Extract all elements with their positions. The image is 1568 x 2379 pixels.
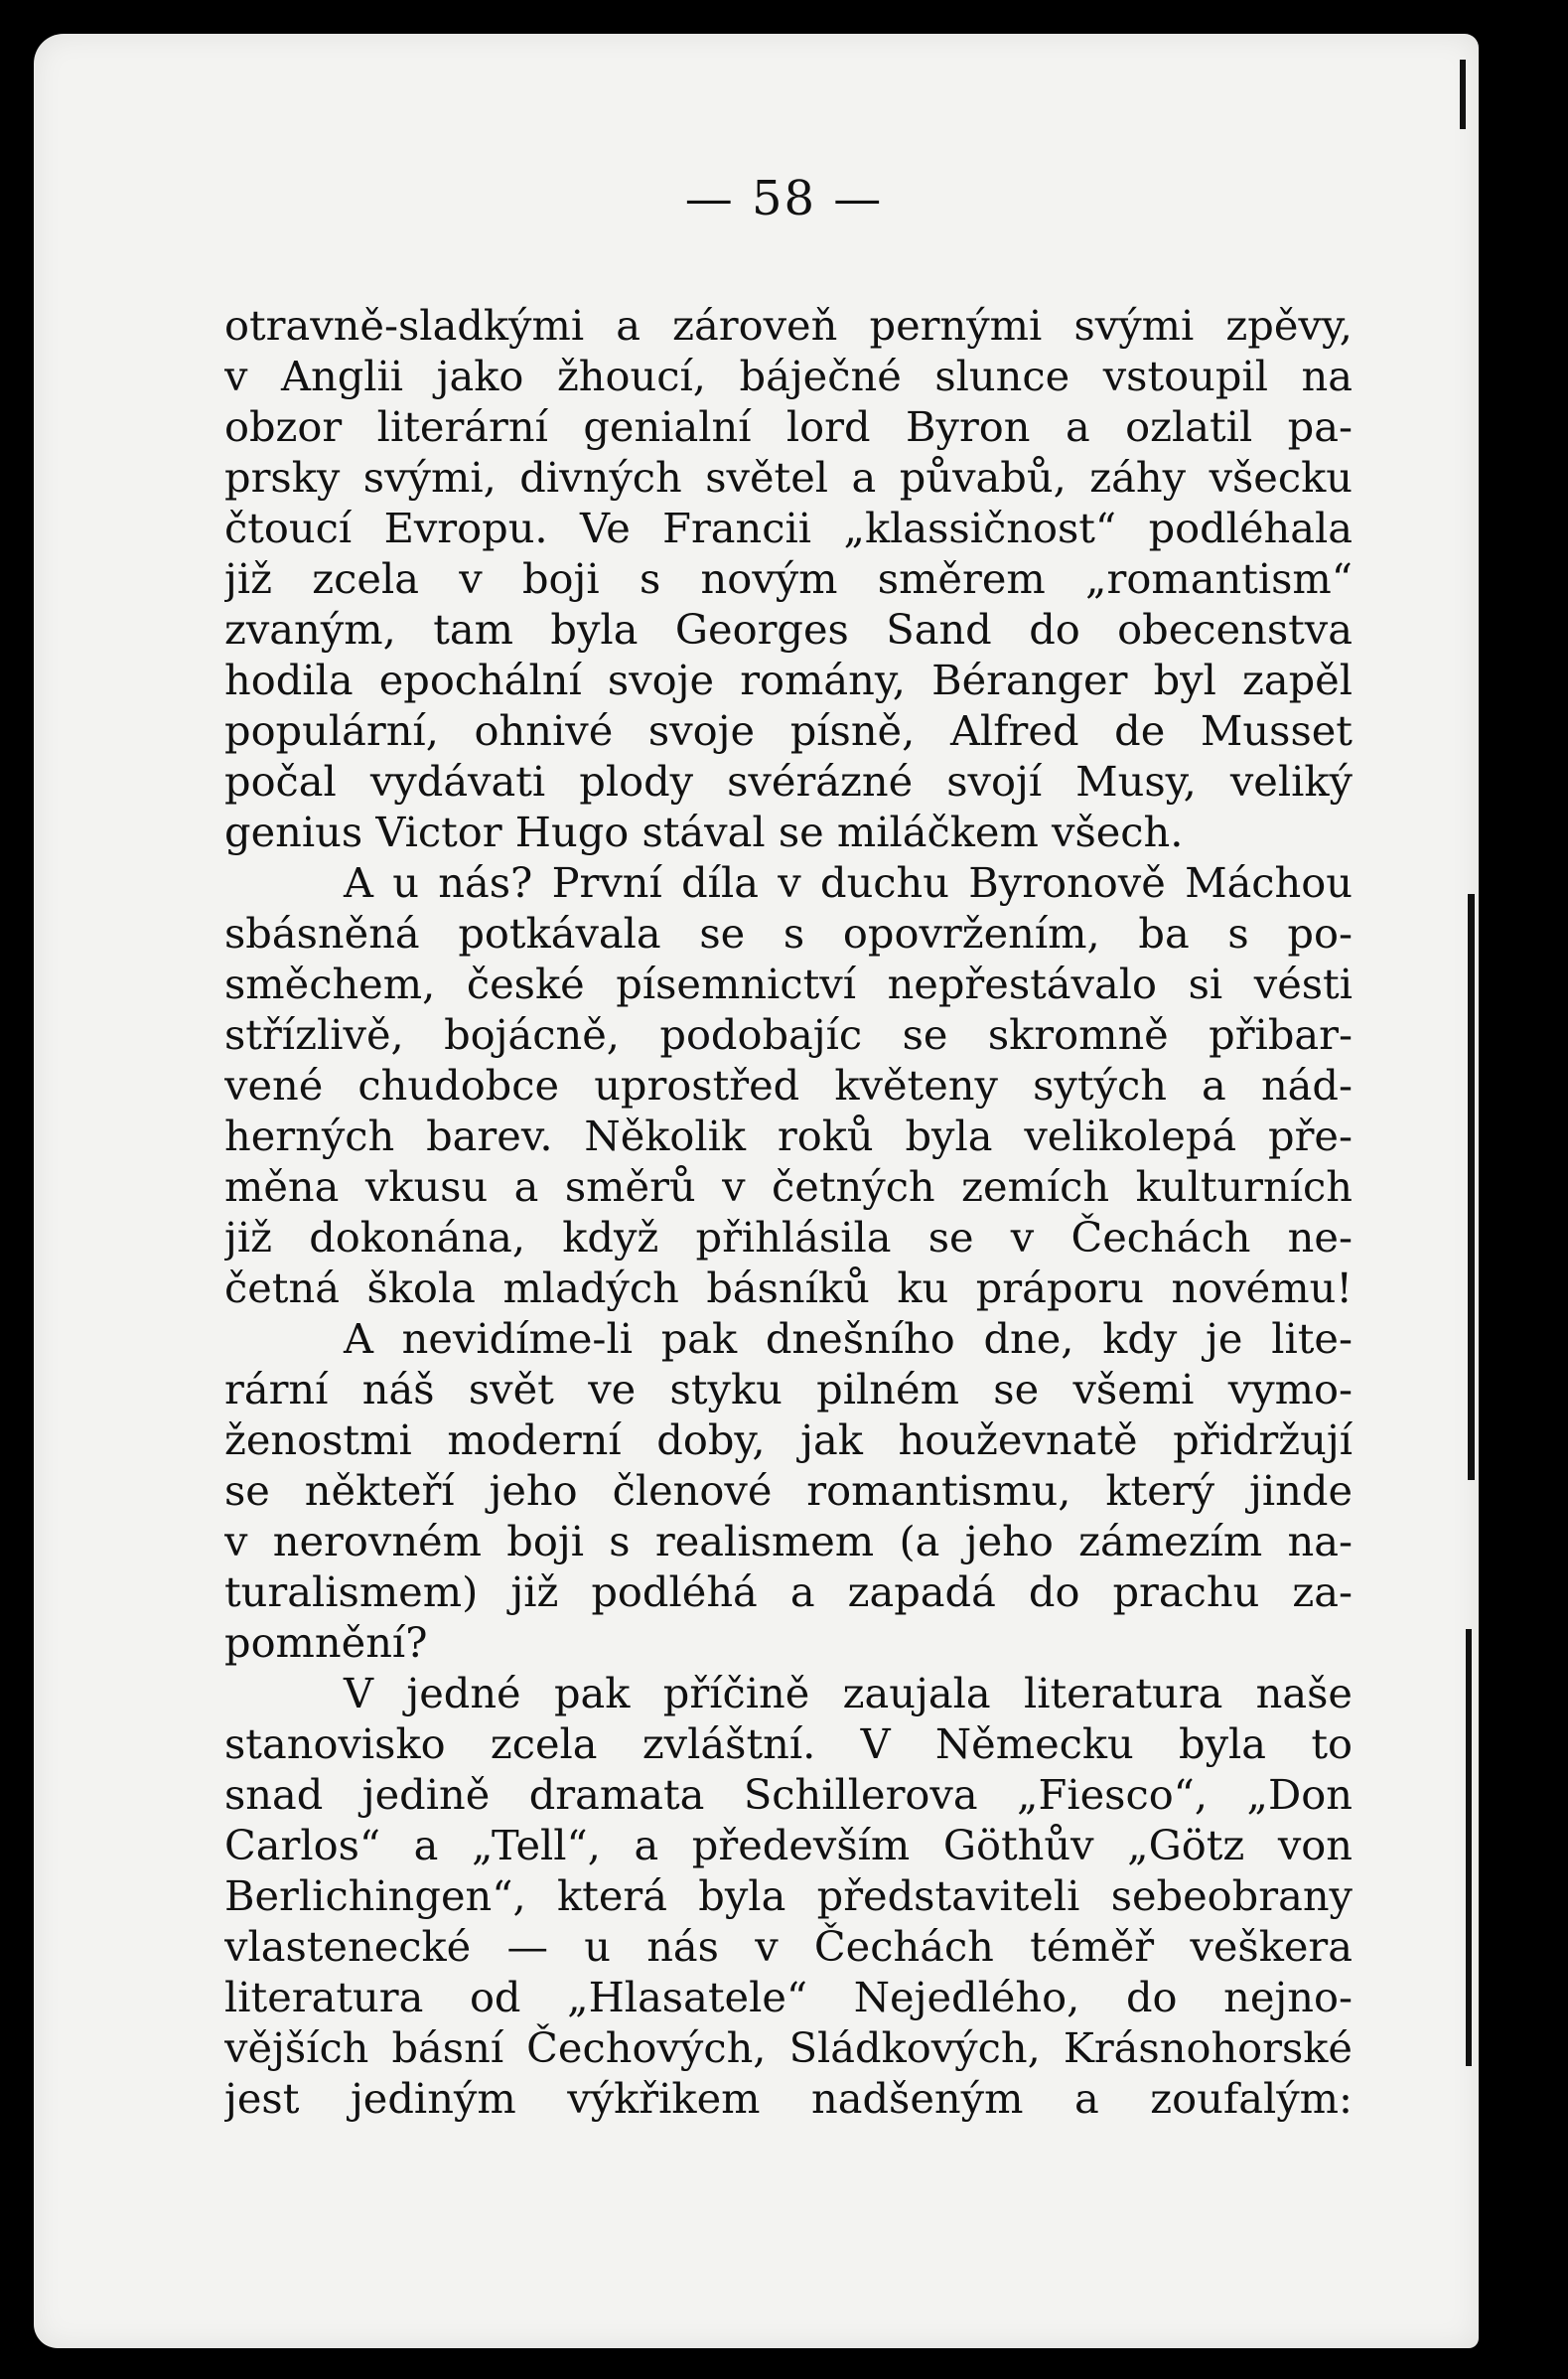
text-line: pomnění? (224, 1618, 428, 1667)
text-line: prsky svými, divných světel a půvabů, záhy všecku (224, 453, 1353, 502)
text-line: A u nás? První díla v duchu Byronově Máchou (344, 858, 1353, 907)
text-line: Berlichingen“, která byla představiteli sebeobrany (224, 1871, 1353, 1920)
text-line: populární, ohnivé svoje písně, Alfred de Musset (224, 706, 1353, 755)
text-line: otravně-sladkými a zároveň pernými svými zpěvy, (224, 301, 1353, 350)
text-line: turalismem) již podléhá a zapadá do prachu za- (224, 1567, 1353, 1616)
text-line: vlastenecké — u nás v Čechách téměř veškera (224, 1922, 1353, 1971)
scan-mark-right (1468, 894, 1475, 1480)
text-line: snad jedině dramata Schillerova „Fiesco“, „Don (224, 1770, 1353, 1819)
text-line: počal vydávati plody svérázné svojí Musy, veliký (224, 757, 1353, 806)
text-line: měna vkusu a směrů v četných zemích kulturních (224, 1162, 1353, 1211)
text-line: směchem, české písemnictví nepřestávalo si vésti (224, 960, 1353, 1008)
text-line: v nerovném boji s realismem (a jeho zámezím na- (224, 1517, 1353, 1565)
text-line: rární náš svět ve styku pilném se všemi vymo- (224, 1365, 1353, 1413)
text-line: již zcela v boji s novým směrem „romantism“ (224, 554, 1353, 603)
text-line: hodila epochální svoje romány, Béranger byl zapěl (224, 656, 1353, 704)
text-line: sbásněná potkávala se s opovržením, ba s po- (224, 909, 1353, 958)
text-line: V jedné pak příčině zaujala literatura naše (344, 1669, 1353, 1717)
text-line: zvaným, tam byla Georges Sand do obecenstva (224, 605, 1353, 654)
text-line: ženostmi moderní doby, jak houževnatě přidržují (224, 1415, 1353, 1464)
text-line: v Anglii jako žhoucí, báječné slunce vstoupil na (224, 352, 1353, 400)
text-line: střízlivě, bojácně, podobajíc se skromně přibar- (224, 1010, 1353, 1059)
text-line: jest jediným výkřikem nadšeným a zoufalým: (224, 2074, 1353, 2123)
scan-mark-top (1460, 60, 1466, 129)
text-line: literatura od „Hlasatele“ Nejedlého, do nejno- (224, 1973, 1353, 2021)
text-line: již dokonána, když přihlásila se v Čechách ne- (224, 1213, 1353, 1262)
text-line: obzor literární genialní lord Byron a ozlatil pa- (224, 402, 1353, 451)
text-line: stanovisko zcela zvláštní. V Německu byla to (224, 1719, 1353, 1768)
text-line: herných barev. Několik roků byla velikolepá pře- (224, 1112, 1353, 1160)
text-line: Carlos“ a „Tell“, a především Göthův „Götz von (224, 1821, 1353, 1869)
page-number: — 58 — (684, 171, 884, 226)
scan-mark-lower (1466, 1629, 1472, 2066)
text-line: A nevidíme-li pak dnešního dne, kdy je lite- (344, 1314, 1353, 1363)
text-line: se někteří jeho členové romantismu, který jinde (224, 1466, 1353, 1515)
text-line: čtoucí Evropu. Ve Francii „klassičnost“ podléhala (224, 504, 1353, 552)
text-line: genius Victor Hugo stával se miláčkem všech. (224, 808, 1184, 856)
text-line: četná škola mladých básníků ku práporu novému! (224, 1264, 1353, 1312)
text-line: vějších básní Čechových, Sládkových, Krásnohorské (224, 2023, 1353, 2072)
body-text (224, 300, 1353, 2124)
text-line: vené chudobce uprostřed květeny sytých a nád- (224, 1061, 1353, 1110)
